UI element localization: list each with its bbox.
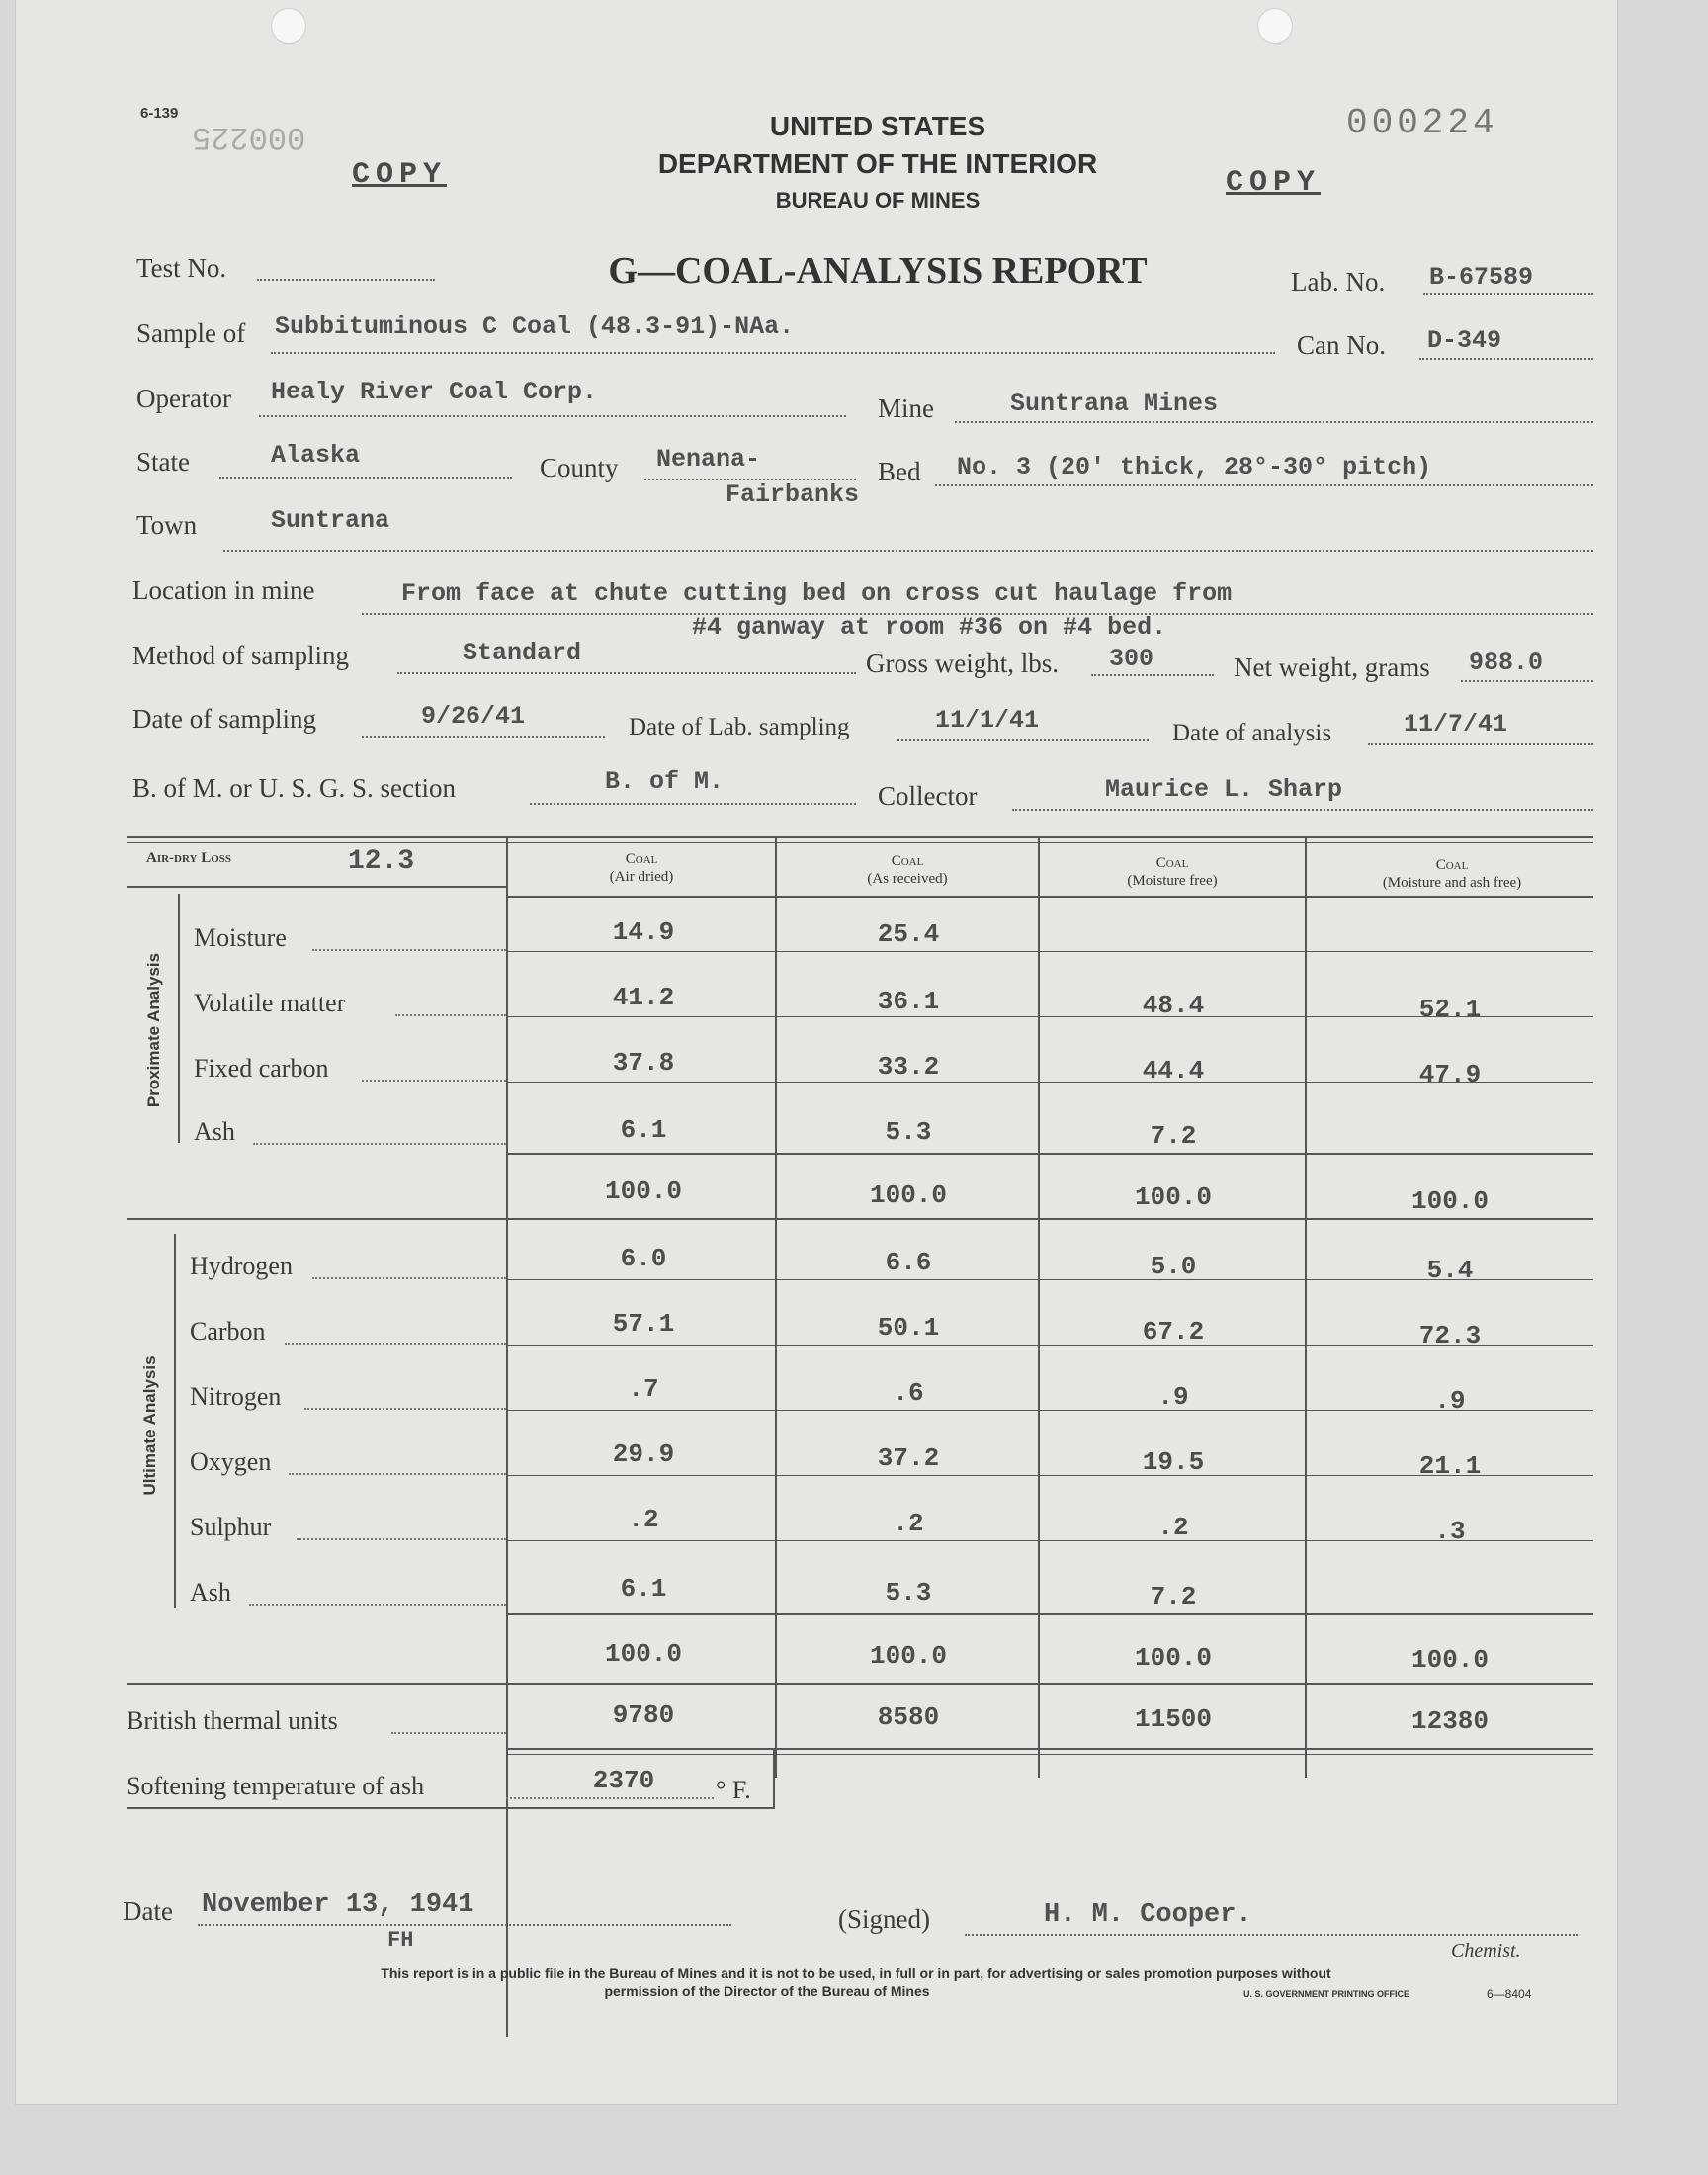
cell-ash-ult-air-dried: 6.1: [620, 1574, 667, 1604]
punch-hole-left: [271, 8, 306, 44]
cell-ash-ult-moisture-free: 7.2: [1150, 1582, 1197, 1611]
row-dots-fixed-carbon: [362, 1080, 506, 1082]
row-rule-moisture: [506, 951, 1593, 952]
county-label: County: [540, 453, 619, 482]
sample-of-label: Sample of: [136, 318, 246, 348]
column-header-moisture-free: [1042, 854, 1303, 890]
method-label: Method of sampling: [132, 641, 349, 670]
row-dots-nitrogen: [304, 1408, 506, 1410]
row-rule-ash-proximate: [506, 1153, 1593, 1155]
lab-no-line: [1423, 293, 1593, 295]
total-proximate-as-received: 100.0: [869, 1180, 947, 1210]
date-lab-sampling-line: [897, 740, 1149, 741]
cell-oxygen-moisture-free: 19.5: [1142, 1447, 1205, 1477]
county-value-1: Nenana-: [656, 445, 761, 474]
initials: FH: [387, 1928, 414, 1953]
col-divider-4: [1305, 836, 1307, 1778]
county-value-2: Fairbanks: [726, 480, 860, 509]
row-dots-moisture: [312, 949, 506, 951]
cell-fixed-carbon-moisture-free: 44.4: [1142, 1056, 1205, 1086]
stamp-number-left: 000225: [192, 119, 306, 155]
cell-nitrogen-moisture-free: .9: [1157, 1382, 1189, 1412]
cell-ash-prox-moisture-free: 7.2: [1150, 1121, 1197, 1151]
signed-line: [965, 1934, 1578, 1936]
cell-ash-prox-as-received: 5.3: [885, 1117, 932, 1147]
report-title: G—COAL-ANALYSIS REPORT: [608, 250, 1148, 292]
total-ultimate-moisture-free: 100.0: [1134, 1643, 1212, 1673]
gross-weight-label: Gross weight, lbs.: [866, 649, 1059, 678]
cell-volatile-maf: 52.1: [1418, 995, 1482, 1024]
printing-office: U. S. GOVERNMENT PRINTING OFFICE: [1243, 1989, 1410, 1999]
net-weight-label: Net weight, grams: [1234, 652, 1430, 682]
operator-label: Operator: [136, 384, 231, 413]
softening-rule: [127, 1807, 773, 1809]
btu-rule-2: [506, 1754, 1593, 1755]
column-header-moisture-free-line1: Coal: [1155, 855, 1189, 871]
cell-hydrogen-moisture-free: 5.0: [1150, 1252, 1197, 1281]
can-no-value: D-349: [1427, 326, 1502, 355]
date-sampling-value: 9/26/41: [421, 702, 526, 731]
date-sampling-label: Date of sampling: [132, 704, 316, 734]
total-proximate-maf: 100.0: [1410, 1186, 1489, 1216]
cell-fixed-carbon-air-dried: 37.8: [612, 1048, 675, 1078]
mine-label: Mine: [878, 393, 934, 423]
btu-rule: [506, 1748, 1593, 1750]
air-dry-rule: [127, 886, 506, 888]
state-value: Alaska: [271, 441, 361, 470]
air-dry-loss-value: 12.3: [348, 846, 415, 877]
cell-oxygen-as-received: 37.2: [877, 1443, 940, 1473]
row-label-moisture: Moisture: [194, 923, 287, 952]
column-header-air-dried-line1: Coal: [625, 851, 658, 867]
cell-hydrogen-maf: 5.4: [1426, 1256, 1474, 1285]
softening-dots: [506, 1797, 714, 1799]
row-dots-hydrogen: [312, 1277, 506, 1279]
cell-oxygen-maf: 21.1: [1418, 1451, 1482, 1481]
total-ultimate-air-dried: 100.0: [604, 1639, 682, 1669]
gross-weight-value: 300: [1109, 645, 1154, 673]
cell-hydrogen-air-dried: 6.0: [620, 1244, 667, 1273]
chemist-label: Chemist.: [1451, 1940, 1521, 1961]
cell-ash-prox-air-dried: 6.1: [620, 1115, 667, 1145]
cell-carbon-as-received: 50.1: [877, 1313, 940, 1343]
collector-value: Maurice L. Sharp: [1105, 775, 1343, 804]
total-ultimate-maf: 100.0: [1410, 1645, 1489, 1675]
table-top-rule-2: [127, 842, 1593, 843]
signed-value: H. M. Cooper.: [1044, 1900, 1252, 1930]
section-label: B. of M. or U. S. G. S. section: [132, 773, 457, 803]
date-label: Date: [123, 1896, 173, 1926]
date-analysis-line: [1368, 743, 1593, 745]
row-dots-oxygen: [289, 1473, 506, 1475]
org-line-1: UNITED STATES: [769, 111, 986, 141]
row-label-volatile-matter: Volatile matter: [194, 989, 346, 1017]
softening-label: Softening temperature of ash: [127, 1772, 425, 1800]
row-dots-sulphur: [297, 1538, 506, 1540]
copy-stamp-right: COPY: [1226, 166, 1322, 200]
btu-label: British thermal units: [127, 1706, 338, 1735]
total-ultimate-as-received: 100.0: [869, 1641, 947, 1671]
can-no-label: Can No.: [1297, 330, 1386, 360]
cell-sulphur-maf: .3: [1434, 1517, 1466, 1546]
bed-label: Bed: [878, 457, 921, 486]
signed-label: (Signed): [838, 1904, 930, 1934]
row-dots-volatile-matter: [395, 1014, 506, 1016]
date-lab-sampling-value: 11/1/41: [935, 706, 1040, 735]
cell-oxygen-air-dried: 29.9: [612, 1439, 675, 1469]
cell-fixed-carbon-as-received: 33.2: [877, 1052, 940, 1082]
bed-value: No. 3 (20' thick, 28°-30° pitch): [957, 453, 1432, 481]
row-label-carbon: Carbon: [190, 1317, 266, 1346]
notice-line-1: This report is in a public file in the Bureau of Mines and it is not to be used, in full or in part, for advertising or sales promotion purposes without: [381, 1965, 1331, 1981]
row-label-oxygen: Oxygen: [190, 1447, 272, 1476]
column-header-air-dried-line2: (Air dried): [609, 869, 674, 885]
net-weight-line: [1461, 680, 1593, 682]
bed-line: [935, 484, 1593, 486]
date-line: [198, 1924, 731, 1926]
btu-maf: 12380: [1410, 1706, 1489, 1736]
softening-end-rule: [773, 1750, 775, 1809]
proximate-bracket: [178, 894, 180, 1143]
state-line: [219, 477, 512, 478]
column-header-moisture-ash-free-line2: (Moisture and ash free): [1382, 875, 1522, 891]
softening-value: 2370: [592, 1766, 655, 1795]
mine-value: Suntrana Mines: [1010, 390, 1219, 418]
date-value: November 13, 1941: [202, 1890, 474, 1920]
row-label-fixed-carbon: Fixed carbon: [194, 1054, 329, 1083]
proximate-total-rule: [127, 1218, 1593, 1220]
cell-moisture-as-received: 25.4: [877, 919, 940, 949]
method-line: [397, 672, 856, 674]
print-code: 6—8404: [1487, 1987, 1532, 2001]
form-number: 6-139: [140, 105, 179, 122]
row-label-ash-ultimate: Ash: [190, 1578, 231, 1607]
cell-sulphur-moisture-free: .2: [1157, 1513, 1189, 1542]
org-line-3: BUREAU OF MINES: [775, 188, 981, 213]
copy-stamp-left: COPY: [352, 158, 448, 192]
location-value-2: #4 ganway at room #36 on #4 bed.: [692, 613, 1167, 642]
location-label: Location in mine: [132, 575, 315, 605]
cell-sulphur-as-received: .2: [893, 1509, 924, 1538]
lab-no-label: Lab. No.: [1291, 267, 1386, 297]
column-header-as-received: [779, 852, 1036, 888]
notice-line-2: permission of the Director of the Bureau of Mines: [604, 1983, 930, 1999]
column-header-as-received-line2: (As received): [867, 871, 948, 887]
town-line: [223, 550, 1593, 552]
date-sampling-line: [362, 736, 605, 738]
test-no-label: Test No.: [136, 253, 227, 283]
lab-no-value: B-67589: [1429, 263, 1534, 292]
cell-ash-ult-as-received: 5.3: [885, 1578, 932, 1608]
collector-line: [1012, 809, 1593, 811]
col-divider-2: [775, 836, 777, 1778]
ultimate-total-rule: [127, 1683, 1593, 1685]
total-proximate-moisture-free: 100.0: [1134, 1182, 1212, 1212]
table-top-rule: [127, 836, 1593, 838]
column-header-air-dried: [510, 850, 773, 886]
sample-of-value: Subbituminous C Coal (48.3-91)-NAa.: [275, 312, 795, 341]
location-value-1: From face at chute cutting bed on cross cut haulage from: [401, 579, 1233, 608]
method-value: Standard: [463, 639, 582, 667]
row-dots-ash-proximate: [253, 1143, 506, 1145]
softening-unit: ° F.: [716, 1776, 751, 1804]
row-label-sulphur: Sulphur: [190, 1513, 272, 1541]
column-header-moisture-free-line2: (Moisture free): [1127, 873, 1218, 889]
stamp-number-right: 000224: [1346, 103, 1498, 143]
section-value: B. of M.: [605, 767, 725, 796]
sample-of-line: [271, 352, 1275, 354]
town-value: Suntrana: [271, 506, 390, 535]
gross-weight-line: [1091, 674, 1214, 676]
net-weight-value: 988.0: [1469, 649, 1544, 677]
test-no-line: [257, 279, 435, 281]
btu-air-dried: 9780: [612, 1700, 675, 1730]
column-header-moisture-ash-free: [1309, 856, 1595, 892]
header-rule: [506, 896, 1593, 898]
cell-volatile-air-dried: 41.2: [612, 983, 675, 1012]
cell-sulphur-air-dried: .2: [628, 1505, 659, 1534]
row-rule-ash-ultimate: [506, 1613, 1593, 1615]
report-page: [16, 0, 1617, 2104]
town-label: Town: [136, 510, 198, 540]
cell-volatile-as-received: 36.1: [877, 987, 940, 1016]
ultimate-analysis-label: Ultimate Analysis: [140, 1355, 159, 1496]
org-line-2: DEPARTMENT OF THE INTERIOR: [657, 148, 1098, 179]
total-proximate-air-dried: 100.0: [604, 1176, 682, 1206]
operator-line: [259, 415, 846, 417]
column-header-as-received-line1: Coal: [891, 853, 924, 869]
cell-nitrogen-maf: .9: [1434, 1386, 1466, 1416]
can-no-line: [1419, 358, 1593, 360]
proximate-analysis-label: Proximate Analysis: [144, 952, 163, 1108]
btu-dots: [391, 1732, 506, 1734]
cell-carbon-moisture-free: 67.2: [1142, 1317, 1205, 1347]
cell-hydrogen-as-received: 6.6: [885, 1248, 932, 1277]
state-label: State: [136, 447, 190, 477]
cell-nitrogen-as-received: .6: [893, 1378, 924, 1408]
cell-moisture-air-dried: 14.9: [612, 917, 675, 947]
col-divider-3: [1038, 836, 1040, 1778]
cell-nitrogen-air-dried: .7: [628, 1374, 659, 1404]
date-analysis-label: Date of analysis: [1172, 720, 1332, 746]
operator-value: Healy River Coal Corp.: [271, 378, 598, 406]
row-dots-ash-ultimate: [249, 1604, 506, 1606]
column-header-moisture-ash-free-line1: Coal: [1435, 857, 1469, 873]
collector-label: Collector: [878, 781, 978, 811]
btu-as-received: 8580: [877, 1702, 940, 1732]
date-analysis-value: 11/7/41: [1404, 710, 1508, 739]
row-label-ash-proximate: Ash: [194, 1117, 235, 1146]
ultimate-bracket: [174, 1234, 176, 1608]
section-line: [530, 803, 856, 805]
punch-hole-right: [1257, 8, 1293, 44]
air-dry-loss-label: Air-dry Loss: [146, 850, 232, 866]
mine-line: [955, 421, 1593, 423]
cell-volatile-moisture-free: 48.4: [1142, 991, 1205, 1020]
row-dots-carbon: [285, 1343, 506, 1345]
row-label-hydrogen: Hydrogen: [190, 1252, 293, 1280]
cell-carbon-maf: 72.3: [1418, 1321, 1482, 1350]
cell-carbon-air-dried: 57.1: [612, 1309, 675, 1339]
date-lab-sampling-label: Date of Lab. sampling: [629, 714, 850, 740]
row-label-nitrogen: Nitrogen: [190, 1382, 282, 1411]
btu-moisture-free: 11500: [1134, 1704, 1212, 1734]
cell-fixed-carbon-maf: 47.9: [1418, 1060, 1482, 1089]
